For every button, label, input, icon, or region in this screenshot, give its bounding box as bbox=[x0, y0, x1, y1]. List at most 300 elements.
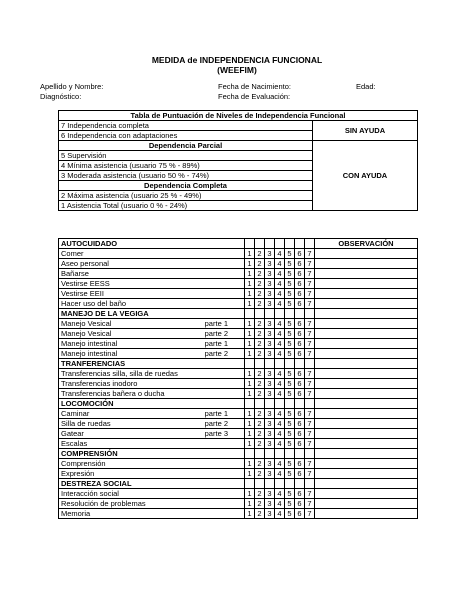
score-blank bbox=[305, 239, 315, 249]
score-cell: 7 bbox=[305, 509, 315, 519]
scale-row: 3 Moderada asistencia (usuario 50 % - 74%) bbox=[59, 171, 313, 181]
score-cell: 5 bbox=[285, 459, 295, 469]
score-cell: 1 bbox=[245, 409, 255, 419]
field-nacimiento: Fecha de Nacimiento: bbox=[218, 82, 291, 91]
score-cell: 4 bbox=[275, 339, 285, 349]
item-cell bbox=[59, 329, 245, 339]
table-row bbox=[59, 329, 418, 339]
score-cell: 7 bbox=[305, 469, 315, 479]
item-cell bbox=[59, 339, 245, 349]
score-cell: 7 bbox=[305, 249, 315, 259]
document-subtitle: (WEEFIM) bbox=[217, 65, 257, 75]
score-blank bbox=[295, 359, 305, 369]
item-label: Transferencias inodoro bbox=[61, 379, 138, 388]
score-cell: 2 bbox=[255, 469, 265, 479]
score-blank bbox=[275, 309, 285, 319]
section-row bbox=[59, 399, 418, 409]
score-cell: 3 bbox=[265, 469, 275, 479]
score-cell: 7 bbox=[305, 489, 315, 499]
score-cell: 1 bbox=[245, 249, 255, 259]
score-cell: 4 bbox=[275, 369, 285, 379]
score-blank bbox=[305, 359, 315, 369]
score-blank bbox=[245, 239, 255, 249]
observacion-cell bbox=[315, 469, 418, 479]
observacion-cell bbox=[315, 479, 418, 489]
section-row bbox=[59, 359, 418, 369]
score-cell: 4 bbox=[275, 389, 285, 399]
item-cell bbox=[59, 409, 245, 419]
item-cell bbox=[59, 389, 245, 399]
sin-ayuda-label: SIN AYUDA bbox=[313, 121, 418, 141]
item-label: Comprensión bbox=[61, 459, 106, 468]
observacion-cell bbox=[315, 379, 418, 389]
score-cell: 7 bbox=[305, 269, 315, 279]
table-row bbox=[59, 459, 418, 469]
score-cell: 5 bbox=[285, 289, 295, 299]
score-blank bbox=[295, 309, 305, 319]
score-cell: 7 bbox=[305, 389, 315, 399]
score-blank bbox=[245, 399, 255, 409]
score-cell: 7 bbox=[305, 369, 315, 379]
table-row bbox=[59, 289, 418, 299]
score-cell: 1 bbox=[245, 369, 255, 379]
score-cell: 2 bbox=[255, 419, 265, 429]
score-cell: 4 bbox=[275, 419, 285, 429]
score-blank bbox=[295, 479, 305, 489]
score-cell: 7 bbox=[305, 429, 315, 439]
score-blank bbox=[285, 449, 295, 459]
score-cell: 6 bbox=[295, 469, 305, 479]
item-label: Hacer uso del baño bbox=[61, 299, 127, 308]
part-label: parte 2 bbox=[204, 329, 228, 338]
item-label: Manejo intestinal bbox=[61, 349, 118, 358]
score-cell: 5 bbox=[285, 349, 295, 359]
score-blank bbox=[285, 309, 295, 319]
score-cell: 5 bbox=[285, 299, 295, 309]
score-cell: 3 bbox=[265, 299, 275, 309]
section-row bbox=[59, 239, 418, 249]
part-label: parte 2 bbox=[204, 419, 228, 428]
part-label: parte 1 bbox=[204, 319, 228, 328]
score-cell: 2 bbox=[255, 259, 265, 269]
score-cell: 6 bbox=[295, 289, 305, 299]
score-blank bbox=[255, 359, 265, 369]
section-heading: COMPRENSIÓN bbox=[59, 449, 245, 459]
item-cell bbox=[59, 489, 245, 499]
score-cell: 3 bbox=[265, 279, 275, 289]
score-cell: 2 bbox=[255, 299, 265, 309]
score-blank bbox=[245, 309, 255, 319]
scale-row: 4 Mínima asistencia (usuario 75 % - 89%) bbox=[59, 161, 313, 171]
score-blank bbox=[265, 449, 275, 459]
scale-row: 6 Independencia con adaptaciones bbox=[59, 131, 313, 141]
score-cell: 4 bbox=[275, 249, 285, 259]
score-cell: 6 bbox=[295, 279, 305, 289]
score-cell: 2 bbox=[255, 439, 265, 449]
score-cell: 5 bbox=[285, 269, 295, 279]
score-blank bbox=[255, 399, 265, 409]
score-cell: 3 bbox=[265, 489, 275, 499]
score-blank bbox=[305, 449, 315, 459]
score-cell: 6 bbox=[295, 329, 305, 339]
score-cell: 5 bbox=[285, 429, 295, 439]
item-cell bbox=[59, 299, 245, 309]
score-cell: 6 bbox=[295, 419, 305, 429]
score-cell: 6 bbox=[295, 429, 305, 439]
score-blank bbox=[295, 239, 305, 249]
score-cell: 5 bbox=[285, 329, 295, 339]
score-cell: 6 bbox=[295, 299, 305, 309]
score-cell: 2 bbox=[255, 509, 265, 519]
score-blank bbox=[245, 449, 255, 459]
score-cell: 2 bbox=[255, 459, 265, 469]
score-cell: 7 bbox=[305, 339, 315, 349]
scale-table bbox=[58, 110, 418, 211]
document-title: MEDIDA de INDEPENDENCIA FUNCIONAL bbox=[151, 55, 323, 65]
item-label: Gatear bbox=[61, 429, 84, 438]
score-cell: 2 bbox=[255, 329, 265, 339]
score-cell: 3 bbox=[265, 319, 275, 329]
score-cell: 2 bbox=[255, 349, 265, 359]
score-blank bbox=[245, 359, 255, 369]
score-cell: 6 bbox=[295, 269, 305, 279]
score-cell: 1 bbox=[245, 509, 255, 519]
score-cell: 5 bbox=[285, 499, 295, 509]
item-label: Caminar bbox=[61, 409, 90, 418]
item-cell bbox=[59, 319, 245, 329]
item-label: Comer bbox=[61, 249, 84, 258]
item-cell bbox=[59, 509, 245, 519]
score-cell: 5 bbox=[285, 469, 295, 479]
table-row bbox=[59, 349, 418, 359]
score-cell: 3 bbox=[265, 349, 275, 359]
score-cell: 2 bbox=[255, 499, 265, 509]
score-cell: 7 bbox=[305, 349, 315, 359]
table-row bbox=[59, 509, 418, 519]
item-label: Memoria bbox=[61, 509, 91, 518]
item-cell bbox=[59, 289, 245, 299]
table-row bbox=[59, 339, 418, 349]
score-blank bbox=[285, 399, 295, 409]
score-cell: 2 bbox=[255, 389, 265, 399]
score-cell: 6 bbox=[295, 379, 305, 389]
observacion-cell bbox=[315, 399, 418, 409]
score-blank bbox=[275, 359, 285, 369]
score-cell: 4 bbox=[275, 279, 285, 289]
score-cell: 5 bbox=[285, 319, 295, 329]
score-cell: 7 bbox=[305, 279, 315, 289]
fim-table bbox=[58, 238, 418, 519]
observacion-cell bbox=[315, 339, 418, 349]
score-cell: 5 bbox=[285, 489, 295, 499]
score-cell: 6 bbox=[295, 349, 305, 359]
score-cell: 1 bbox=[245, 439, 255, 449]
score-cell: 3 bbox=[265, 369, 275, 379]
item-label: Vestirse EESS bbox=[61, 279, 110, 288]
score-blank bbox=[255, 239, 265, 249]
score-cell: 7 bbox=[305, 319, 315, 329]
parcial-title: Dependencia Parcial bbox=[59, 141, 313, 151]
score-blank bbox=[275, 399, 285, 409]
field-apellido: Apellido y Nombre: bbox=[40, 82, 104, 91]
score-cell: 2 bbox=[255, 279, 265, 289]
item-cell bbox=[59, 419, 245, 429]
score-cell: 1 bbox=[245, 419, 255, 429]
observacion-cell bbox=[315, 299, 418, 309]
table-row bbox=[59, 419, 418, 429]
score-blank bbox=[265, 479, 275, 489]
score-blank bbox=[265, 359, 275, 369]
table-row bbox=[59, 249, 418, 259]
item-cell bbox=[59, 439, 245, 449]
scale-row: 7 Independencia completa bbox=[59, 121, 313, 131]
score-cell: 3 bbox=[265, 459, 275, 469]
part-label: parte 2 bbox=[204, 349, 228, 358]
score-cell: 7 bbox=[305, 439, 315, 449]
section-heading: MANEJO DE LA VEGIGA bbox=[59, 309, 245, 319]
score-cell: 1 bbox=[245, 299, 255, 309]
score-cell: 7 bbox=[305, 289, 315, 299]
score-cell: 3 bbox=[265, 249, 275, 259]
item-cell bbox=[59, 379, 245, 389]
score-cell: 6 bbox=[295, 339, 305, 349]
score-cell: 1 bbox=[245, 279, 255, 289]
score-cell: 6 bbox=[295, 409, 305, 419]
table-row bbox=[59, 439, 418, 449]
observacion-cell bbox=[315, 259, 418, 269]
score-cell: 1 bbox=[245, 489, 255, 499]
table-row bbox=[59, 389, 418, 399]
score-blank bbox=[265, 239, 275, 249]
observacion-cell bbox=[315, 359, 418, 369]
score-cell: 5 bbox=[285, 379, 295, 389]
score-cell: 3 bbox=[265, 389, 275, 399]
score-cell: 6 bbox=[295, 369, 305, 379]
score-blank bbox=[245, 479, 255, 489]
score-blank bbox=[285, 479, 295, 489]
table-row bbox=[59, 469, 418, 479]
observacion-cell bbox=[315, 489, 418, 499]
item-label: Interacción social bbox=[61, 489, 119, 498]
observacion-cell bbox=[315, 409, 418, 419]
table-row bbox=[59, 499, 418, 509]
score-cell: 1 bbox=[245, 329, 255, 339]
score-cell: 3 bbox=[265, 499, 275, 509]
observacion-header: OBSERVACIÓN bbox=[315, 239, 418, 249]
score-cell: 6 bbox=[295, 259, 305, 269]
score-cell: 4 bbox=[275, 379, 285, 389]
item-cell bbox=[59, 249, 245, 259]
score-cell: 3 bbox=[265, 269, 275, 279]
score-cell: 3 bbox=[265, 509, 275, 519]
score-blank bbox=[285, 239, 295, 249]
item-cell bbox=[59, 429, 245, 439]
score-cell: 7 bbox=[305, 329, 315, 339]
table-row bbox=[59, 489, 418, 499]
score-cell: 2 bbox=[255, 489, 265, 499]
score-cell: 1 bbox=[245, 379, 255, 389]
score-cell: 4 bbox=[275, 299, 285, 309]
observacion-cell bbox=[315, 449, 418, 459]
score-cell: 3 bbox=[265, 339, 275, 349]
table-row bbox=[59, 319, 418, 329]
score-cell: 3 bbox=[265, 419, 275, 429]
score-cell: 1 bbox=[245, 349, 255, 359]
score-blank bbox=[285, 359, 295, 369]
score-cell: 5 bbox=[285, 369, 295, 379]
field-edad: Edad: bbox=[356, 82, 376, 91]
observacion-cell bbox=[315, 419, 418, 429]
item-label: Vestirse EEII bbox=[61, 289, 104, 298]
observacion-cell bbox=[315, 389, 418, 399]
item-label: Manejo Vesical bbox=[61, 329, 112, 338]
item-label: Silla de ruedas bbox=[61, 419, 111, 428]
score-blank bbox=[305, 479, 315, 489]
score-blank bbox=[305, 309, 315, 319]
section-row bbox=[59, 449, 418, 459]
section-heading: AUTOCUIDADO bbox=[59, 239, 245, 249]
score-cell: 4 bbox=[275, 459, 285, 469]
observacion-cell bbox=[315, 309, 418, 319]
part-label: parte 3 bbox=[204, 429, 228, 438]
item-cell bbox=[59, 269, 245, 279]
score-cell: 4 bbox=[275, 319, 285, 329]
item-cell bbox=[59, 469, 245, 479]
table-row bbox=[59, 379, 418, 389]
observacion-cell bbox=[315, 289, 418, 299]
observacion-cell bbox=[315, 319, 418, 329]
observacion-cell bbox=[315, 509, 418, 519]
score-cell: 7 bbox=[305, 459, 315, 469]
observacion-cell bbox=[315, 429, 418, 439]
item-label: Transferencias silla, silla de ruedas bbox=[61, 369, 178, 378]
score-cell: 1 bbox=[245, 289, 255, 299]
table-row bbox=[59, 259, 418, 269]
score-cell: 4 bbox=[275, 489, 285, 499]
score-cell: 1 bbox=[245, 339, 255, 349]
item-label: Manejo Vesical bbox=[61, 319, 112, 328]
section-row bbox=[59, 309, 418, 319]
observacion-cell bbox=[315, 269, 418, 279]
observacion-cell bbox=[315, 369, 418, 379]
part-label: parte 1 bbox=[204, 339, 228, 348]
observacion-cell bbox=[315, 349, 418, 359]
score-blank bbox=[255, 449, 265, 459]
score-cell: 1 bbox=[245, 459, 255, 469]
table-row bbox=[59, 369, 418, 379]
table-row bbox=[59, 429, 418, 439]
score-blank bbox=[265, 399, 275, 409]
score-cell: 1 bbox=[245, 469, 255, 479]
table-row bbox=[59, 409, 418, 419]
score-cell: 3 bbox=[265, 379, 275, 389]
score-cell: 1 bbox=[245, 259, 255, 269]
score-blank bbox=[265, 309, 275, 319]
field-diagnostico: Diagnóstico: bbox=[40, 92, 82, 101]
score-cell: 1 bbox=[245, 389, 255, 399]
score-cell: 3 bbox=[265, 439, 275, 449]
score-cell: 1 bbox=[245, 429, 255, 439]
score-cell: 1 bbox=[245, 319, 255, 329]
score-blank bbox=[255, 309, 265, 319]
score-cell: 4 bbox=[275, 269, 285, 279]
score-cell: 3 bbox=[265, 259, 275, 269]
score-blank bbox=[275, 239, 285, 249]
score-cell: 3 bbox=[265, 409, 275, 419]
item-label: Aseo personal bbox=[61, 259, 109, 268]
observacion-cell bbox=[315, 459, 418, 469]
score-cell: 3 bbox=[265, 329, 275, 339]
item-label: Manejo intestinal bbox=[61, 339, 118, 348]
score-blank bbox=[255, 479, 265, 489]
score-cell: 6 bbox=[295, 509, 305, 519]
score-blank bbox=[295, 449, 305, 459]
item-cell bbox=[59, 459, 245, 469]
score-cell: 5 bbox=[285, 389, 295, 399]
scale-row: 5 Supervisión bbox=[59, 151, 313, 161]
item-cell bbox=[59, 259, 245, 269]
score-cell: 5 bbox=[285, 279, 295, 289]
score-cell: 4 bbox=[275, 409, 285, 419]
score-cell: 1 bbox=[245, 269, 255, 279]
score-cell: 7 bbox=[305, 259, 315, 269]
observacion-cell bbox=[315, 499, 418, 509]
item-cell bbox=[59, 349, 245, 359]
score-cell: 4 bbox=[275, 469, 285, 479]
score-cell: 6 bbox=[295, 489, 305, 499]
score-cell: 4 bbox=[275, 349, 285, 359]
scale-title: Tabla de Puntuación de Niveles de Independencia Funcional bbox=[59, 111, 418, 121]
score-cell: 6 bbox=[295, 249, 305, 259]
score-cell: 6 bbox=[295, 499, 305, 509]
observacion-cell bbox=[315, 439, 418, 449]
table-row bbox=[59, 279, 418, 289]
score-cell: 7 bbox=[305, 409, 315, 419]
item-cell bbox=[59, 499, 245, 509]
score-cell: 2 bbox=[255, 269, 265, 279]
completa-title: Dependencia Completa bbox=[59, 181, 313, 191]
score-cell: 2 bbox=[255, 369, 265, 379]
item-label: Bañarse bbox=[61, 269, 89, 278]
part-label: parte 1 bbox=[204, 409, 228, 418]
item-label: Transferencias bañera o ducha bbox=[61, 389, 165, 398]
score-cell: 5 bbox=[285, 419, 295, 429]
score-cell: 7 bbox=[305, 499, 315, 509]
item-cell bbox=[59, 369, 245, 379]
item-label: Resolución de problemas bbox=[61, 499, 146, 508]
score-cell: 2 bbox=[255, 289, 265, 299]
con-ayuda-label: CON AYUDA bbox=[313, 141, 418, 211]
item-cell bbox=[59, 279, 245, 289]
score-blank bbox=[295, 399, 305, 409]
section-heading: DESTREZA SOCIAL bbox=[59, 479, 245, 489]
score-cell: 5 bbox=[285, 409, 295, 419]
score-cell: 5 bbox=[285, 439, 295, 449]
score-cell: 2 bbox=[255, 339, 265, 349]
score-cell: 6 bbox=[295, 459, 305, 469]
score-cell: 2 bbox=[255, 379, 265, 389]
scale-row: 1 Asistencia Total (usuario 0 % - 24%) bbox=[59, 201, 313, 211]
score-cell: 4 bbox=[275, 509, 285, 519]
score-cell: 5 bbox=[285, 509, 295, 519]
section-heading: TRANFERENCIAS bbox=[59, 359, 245, 369]
score-cell: 2 bbox=[255, 249, 265, 259]
score-blank bbox=[275, 449, 285, 459]
scale-row: 2 Máxima asistencia (usuario 25 % - 49%) bbox=[59, 191, 313, 201]
score-blank bbox=[305, 399, 315, 409]
observacion-cell bbox=[315, 279, 418, 289]
score-cell: 6 bbox=[295, 439, 305, 449]
